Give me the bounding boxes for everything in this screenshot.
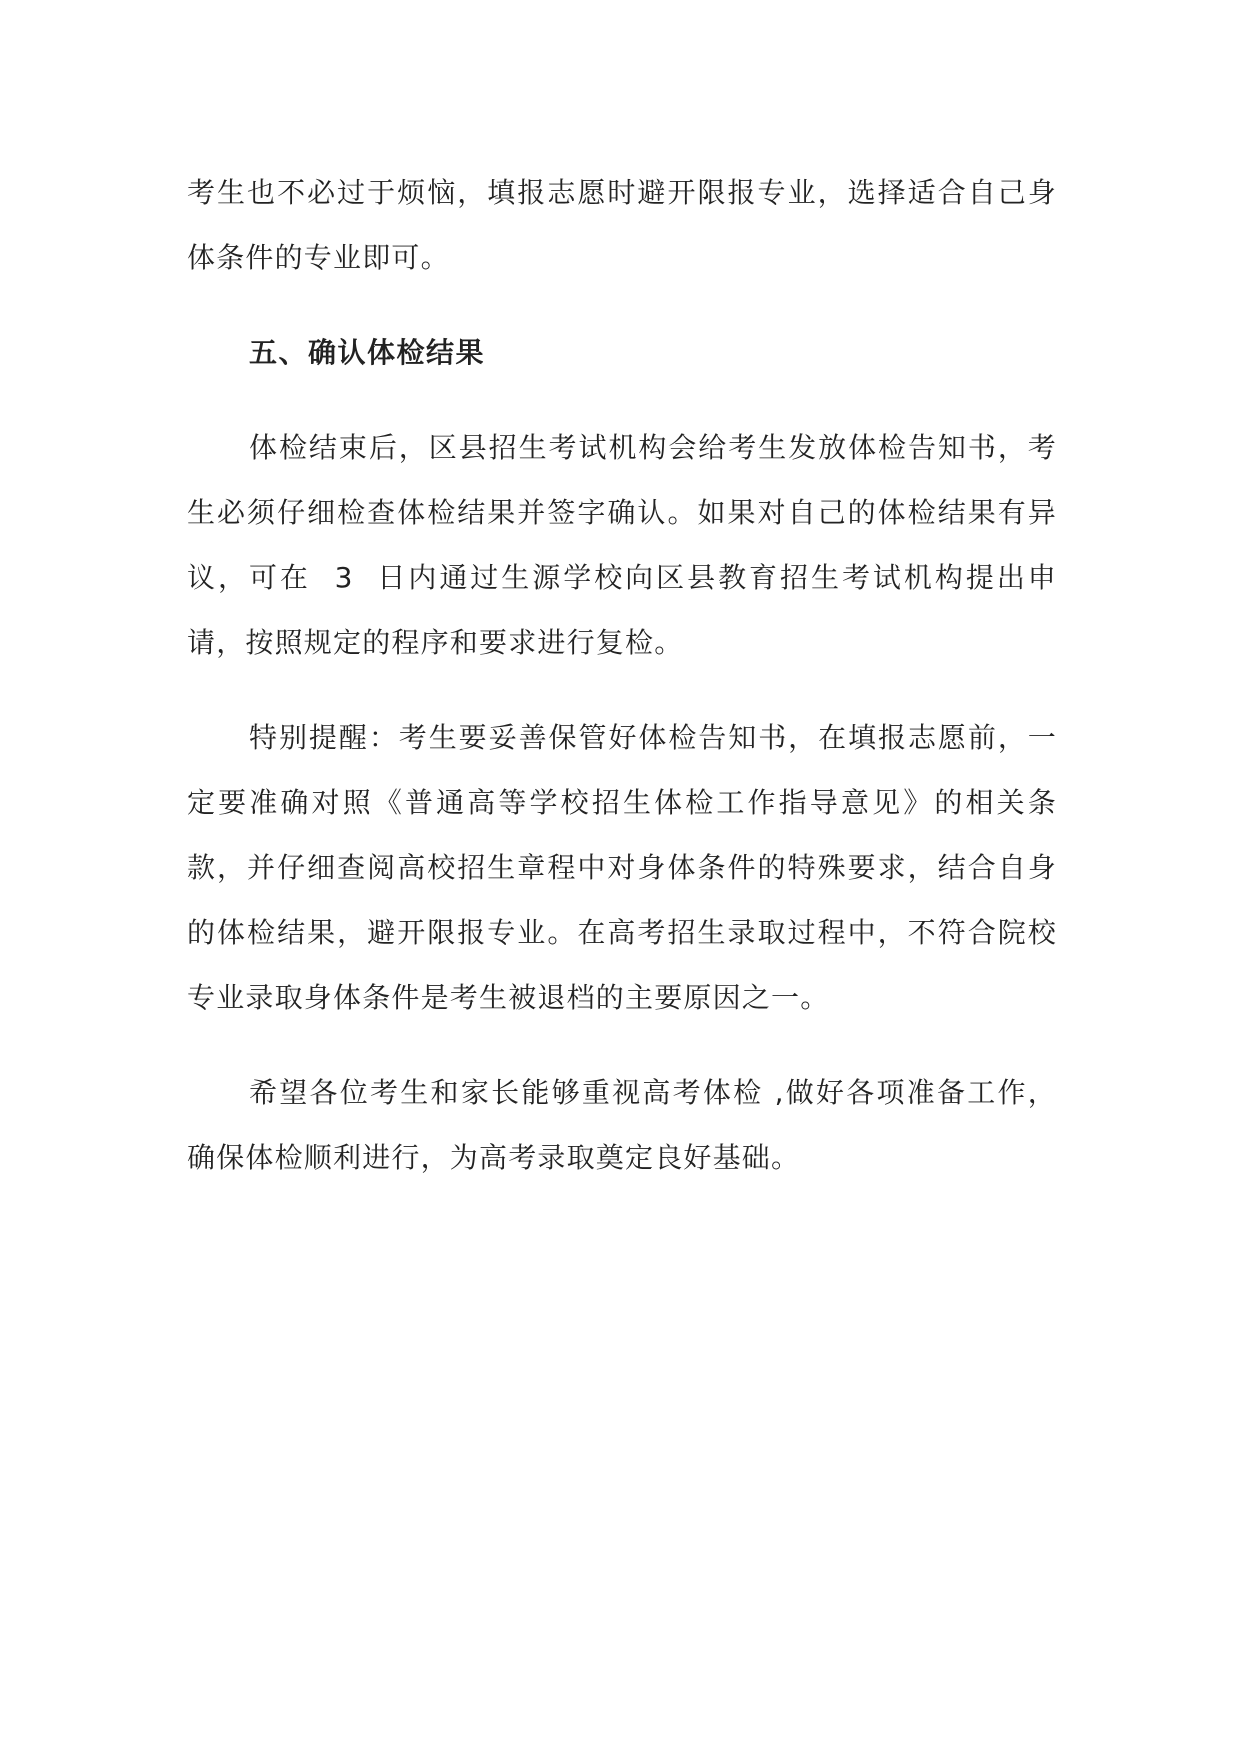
paragraph-special-reminder: 特别提醒：考生要妥善保管好体检告知书，在填报志愿前，一定要准确对照《普通高等学校招生体检工作指导意见》的相关条款，并仔细查阅高校招生章程中对身体条件的特殊要求，结合自身的体检结果，避开限报专业。在高考招生录取过程中，不符合院校专业录取身体条件是考生被退档的主要原因之一。: [187, 721, 1057, 1014]
paragraph-gap: [187, 385, 1057, 415]
intro-paragraph: 考生也不必过于烦恼，填报志愿时避开限报专业，选择适合自己身体条件的专业即可。: [187, 176, 1057, 274]
paragraph-gap: [187, 290, 1057, 320]
section-heading: 五、确认体检结果: [249, 336, 486, 369]
document-body: [187, 160, 1057, 1190]
paragraph-result-notice: 体检结束后，区县招生考试机构会给考生发放体检告知书，考生必须仔细检查体检结果并签字确认。如果对自己的体检结果有异议，可在 3 日内通过生源学校向区县教育招生考试机构提出申请，按照规定的程序和要求进行复检。: [187, 431, 1057, 659]
paragraph-closing: 希望各位考生和家长能够重视高考体检 ,做好各项准备工作，确保体检顺利进行，为高考录取奠定良好基础。: [187, 1076, 1057, 1174]
paragraph-gap: [187, 675, 1057, 705]
paragraph-gap: [187, 1030, 1057, 1060]
